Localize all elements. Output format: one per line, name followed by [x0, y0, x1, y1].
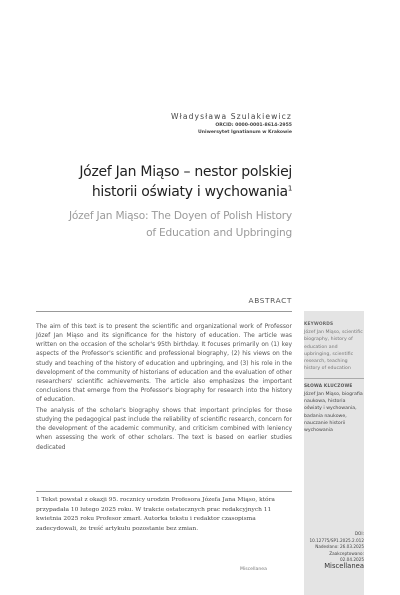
- running-head: Miscellanea: [240, 567, 267, 572]
- title-pl-line2-wrap: [32, 182, 292, 202]
- abstract-heading: ABSTRACT: [248, 296, 292, 305]
- slowa-kluczowe-list: Józef Jan Miąso, biografia naukowa, historia oświaty i wychowania, badania naukowe, nauczanie historii wychowania: [304, 391, 363, 434]
- title-en-line1: Józef Jan Miąso: The Doyen of Polish History: [68, 210, 292, 222]
- doi-block: [304, 531, 364, 564]
- doi: DOI: 10.12775/SP1.2025.2.012: [309, 531, 364, 543]
- title-en-line2: of Education and Upbringing: [146, 227, 292, 239]
- abstract-paragraph-1: The aim of this text is to present the scientific and organizational work of Professor Józef Jan Miąso and its significance for the history of education. The article was written on the occasion of the scholar's 95th birthday. It focuses primarily on (1) key aspects of the Professor's scientific and professional biography, (2) his views on the study and teaching of the history of education and upbringing, and (3) his role in the development of the community of historians of education and the evaluation of other researchers' scientific achievements. The article also emphasizes the important conclusions that emerge from the Professor's biography for research into the history of education.: [36, 323, 292, 404]
- abstract-body: [36, 322, 292, 452]
- slowa-kluczowe-heading: SŁOWA KLUCZOWE: [304, 383, 353, 389]
- section-label: Miscellanea: [324, 562, 364, 570]
- received-date: Nadesłano: 26.03.2025: [315, 544, 364, 549]
- title-pl-line2: historii oświaty i wychowania: [91, 184, 288, 200]
- keywords-heading: KEYWORDS: [304, 322, 334, 327]
- author-orcid: ORCID: 0000-0001-8614-2955: [215, 123, 292, 128]
- accepted-date: Zaakceptowano: 02.04.2025: [329, 550, 364, 562]
- sidebar-content: [304, 322, 364, 435]
- abstract-paragraph-2: The analysis of the scholar's biography shows that important principles for those studying the pedagogical past include the reliability of scientific research, concern for the development of the academic community, and criticism combined with leniency when assessing the work of other scholars. The text is based on earlier studies dedicated: [36, 406, 292, 451]
- article-title-english: [32, 208, 292, 242]
- title-pl-line1: Józef Jan Miąso – nestor polskiej: [79, 164, 292, 180]
- sidebar-divider: [304, 378, 364, 379]
- title-footnote-mark: 1: [287, 184, 292, 193]
- keywords-list: Józef Jan Miąso, scientific biography, history of education and upbringing, scientific research, teaching history of education: [304, 330, 363, 372]
- author-name: Władysława Szulakiewicz: [170, 112, 292, 121]
- article-title-polish: [32, 162, 292, 202]
- footnote-rule: [36, 491, 292, 492]
- author-affiliation: Uniwersytet Ignatianum w Krakowie: [198, 130, 292, 135]
- abstract-rule: [36, 311, 292, 312]
- footnote: 1 Tekst powstał z okazji 95. rocznicy urodzin Profesora Józefa Jana Miąso, która przypadała 10 lutego 2025 roku. W trakcie ostatecznych prac redakcyjnych 11 kwietnia 2025 roku Profesor zmarł. Autorka tekstu i redaktor czasopisma zadecydowali, że treść artykułu pozostanie bez zmian.: [36, 497, 275, 532]
